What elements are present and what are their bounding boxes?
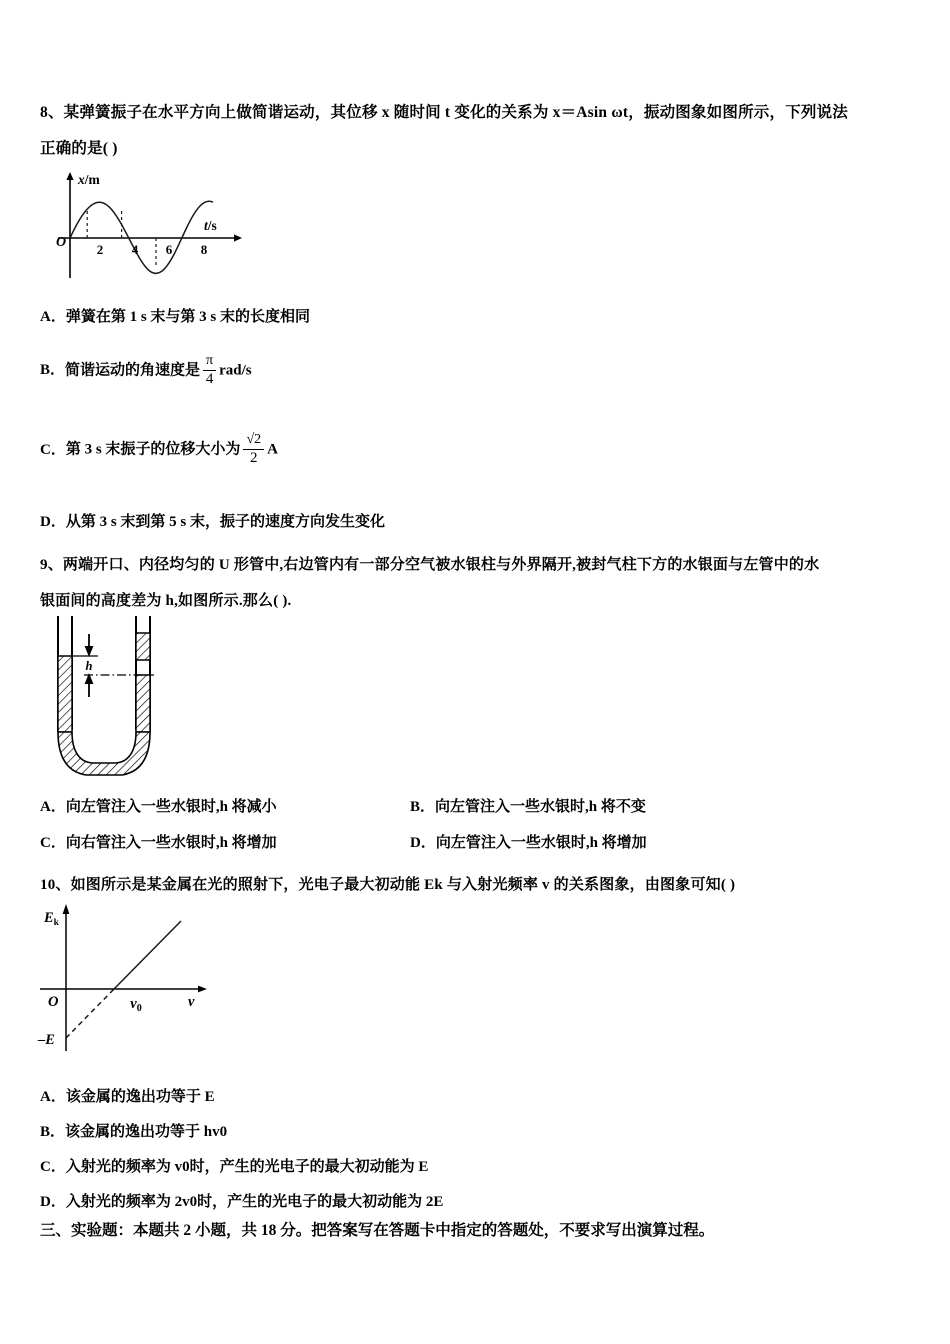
experiment-section-heading-block (40, 1216, 930, 1246)
option-d-text: 入射光的频率为 2v0时，产生的光电子的最大初动能为 2E (65, 1194, 444, 1210)
fraction-denominator: 4 (205, 370, 214, 387)
fraction-denominator: 2 (250, 450, 258, 467)
option-c-fraction (243, 433, 264, 466)
option-c-text-before: 第 3 s 末振子的位移大小为 (65, 441, 241, 458)
option-d-label: D． (40, 513, 66, 530)
question-10-option-a[interactable] (40, 1080, 930, 1115)
shm-x-axis-label: t/s (204, 218, 217, 233)
question-9-stem-line-1: 9、两端开口、内径均匀的 U 形管中,右边管内有一部分空气被水银柱与外界隔开,被封气柱下方的水银面与左管中的水 (40, 557, 820, 573)
shm-xtick-4: 4 (131, 242, 139, 257)
shm-graph-svg (52, 166, 252, 286)
option-b-text-before: 简谐运动的角速度是 (65, 362, 201, 379)
question-10-option-c[interactable] (40, 1150, 930, 1185)
photoelectric-effect-graph (36, 896, 236, 1056)
question-9-option-a[interactable] (40, 792, 410, 822)
photoelectric-y-axis-label: $E_k$ (44, 910, 59, 928)
photoelectric-x-intercept-label: $v_0$ (130, 996, 142, 1014)
question-10-options (40, 1080, 930, 1220)
simple-harmonic-motion-graph (52, 166, 252, 286)
option-b-text: 向左管注入一些水银时,h 将不变 (435, 799, 646, 815)
question-8-options (40, 302, 920, 537)
question-8-option-a[interactable] (40, 302, 920, 332)
option-b-fraction (203, 354, 216, 387)
option-d-label: D． (40, 1194, 66, 1210)
option-a-label: A． (40, 1089, 66, 1105)
shm-xtick-6: 6 (165, 242, 173, 257)
question-9-options-row-1 (40, 792, 930, 822)
photoelectric-x-axis-label: v (188, 994, 195, 1010)
option-d-text: 向左管注入一些水银时,h 将增加 (435, 835, 647, 851)
question-9-options (40, 792, 930, 858)
option-b-label: B． (40, 1124, 66, 1140)
question-9-block (40, 547, 930, 619)
question-8-option-d[interactable] (40, 507, 920, 537)
option-c-label: C． (40, 835, 66, 851)
question-8-option-c[interactable] (40, 433, 920, 466)
photoelectric-origin-label: O (48, 994, 59, 1010)
option-d-text: 从第 3 s 末到第 5 s 末，振子的速度方向发生变化 (65, 513, 386, 530)
experiment-section-heading: 三、实验题：本题共 2 小题，共 18 分。把答案写在答题卡中指定的答题处，不要求写出演算过程。 (40, 1222, 715, 1239)
question-8-block (40, 95, 920, 167)
fraction-numerator: π (203, 354, 216, 371)
question-9-option-d[interactable] (410, 828, 647, 858)
option-b-text: 该金属的逸出功等于 hv0 (65, 1124, 228, 1140)
question-10-stem-line-1: 10、如图所示是某金属在光的照射下，光电子最大初动能 Ek 与入射光频率 v 的关系图象，由图象可知( ) (40, 877, 736, 893)
question-9-stem-line-2: 银面间的高度差为 h,如图所示.那么( ). (40, 593, 292, 609)
u-tube-mercury-diagram (48, 612, 178, 792)
question-8-stem-line-2: 正确的是( ) (40, 140, 118, 157)
option-a-text: 该金属的逸出功等于 E (65, 1089, 215, 1105)
option-b-text-after: rad/s (219, 362, 252, 379)
shm-xtick-2: 2 (96, 242, 104, 257)
option-d-label: D． (410, 835, 436, 851)
option-a-label: A． (40, 799, 66, 815)
question-9-options-row-2 (40, 828, 930, 858)
question-10-option-d[interactable] (40, 1185, 930, 1220)
question-9-option-b[interactable] (410, 792, 646, 822)
shm-xtick-8: 8 (200, 242, 208, 257)
question-9-option-c[interactable] (40, 828, 410, 858)
question-8-stem-line-1: 8、某弹簧振子在水平方向上做简谐运动，其位移 x 随时间 t 变化的关系为 x＝Asin ωt，振动图象如图所示，下列说法 (40, 104, 849, 121)
shm-origin-label: O (56, 235, 67, 250)
photoelectric-graph-svg (36, 896, 236, 1056)
photoelectric-y-intercept-label: –E (38, 1032, 55, 1048)
option-b-label: B． (40, 362, 66, 379)
option-c-text: 入射光的频率为 v0时，产生的光电子的最大初动能为 E (65, 1159, 429, 1175)
question-10-option-b[interactable] (40, 1115, 930, 1150)
option-c-text: 向右管注入一些水银时,h 将增加 (65, 835, 277, 851)
shm-y-axis-label: x/m (78, 172, 100, 187)
u-tube-svg (48, 612, 178, 792)
option-c-text-after: A (267, 441, 278, 458)
option-a-text: 弹簧在第 1 s 末与第 3 s 末的长度相同 (65, 309, 311, 325)
option-c-label: C． (40, 441, 66, 458)
question-8-option-b[interactable] (40, 354, 920, 387)
fraction-numerator: √2 (243, 433, 264, 450)
option-b-label: B． (410, 799, 436, 815)
option-a-label: A． (40, 309, 66, 325)
u-tube-height-label-h: h (85, 659, 93, 673)
option-a-text: 向左管注入一些水银时,h 将减小 (65, 799, 277, 815)
option-c-label: C． (40, 1159, 66, 1175)
